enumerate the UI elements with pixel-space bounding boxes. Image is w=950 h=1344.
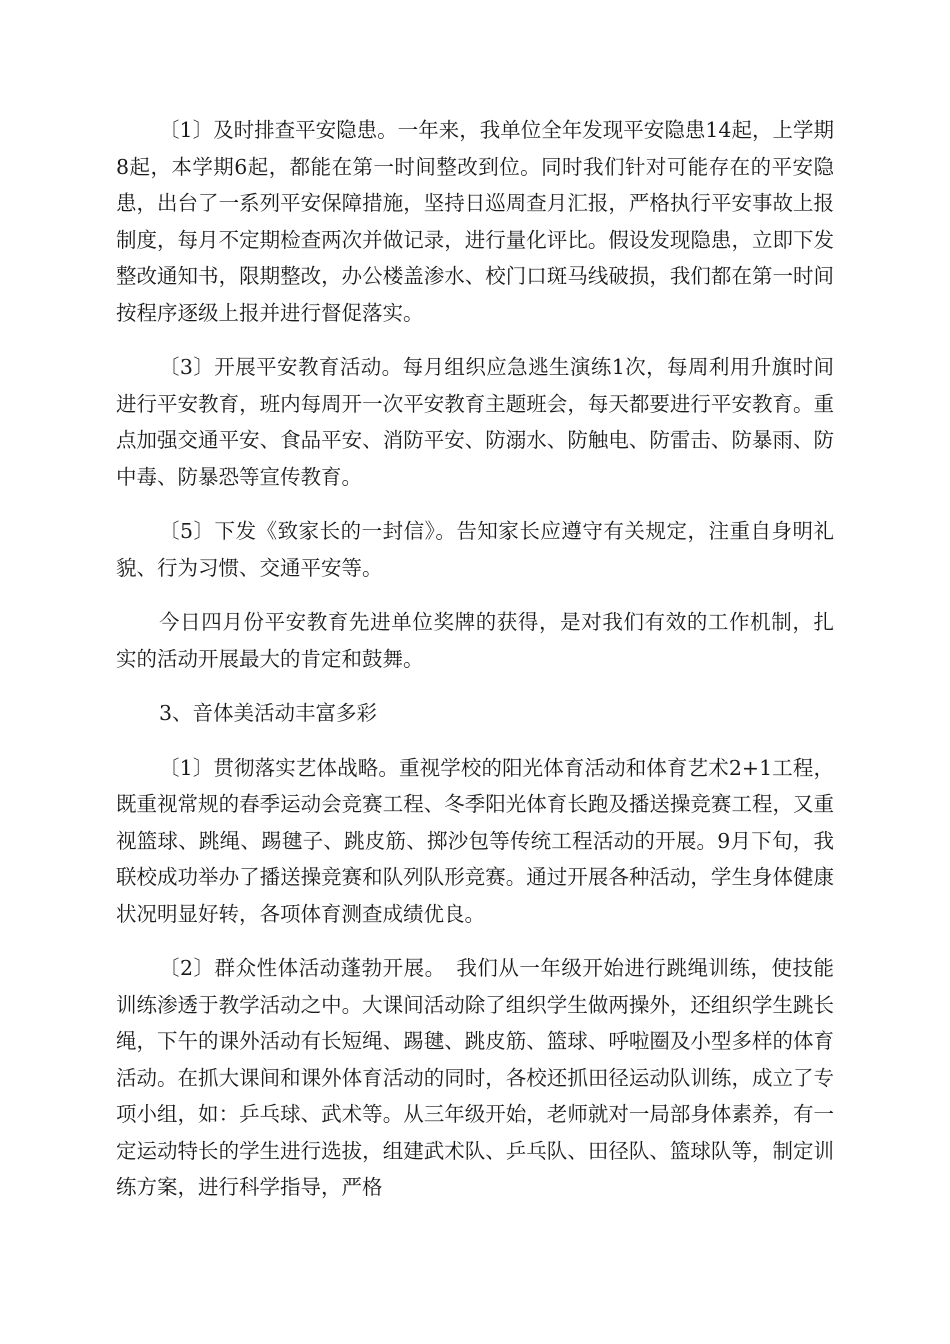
document-body: [116, 112, 834, 1224]
paragraph-parent-letter: 〔5〕下发《致家长的一封信》。告知家长应遵守有关规定，注重自身明礼貌、行为习惯、交通平安等。: [116, 519, 834, 580]
paragraph-mass-sports: 〔2〕群众性体活动蓬勃开展。 我们从一年级开始进行跳绳训练，使技能训练渗透于教学活动之中。大课间活动除了组织学生做两操外，还组织学生跳长绳，下午的课外活动有长短绳、踢毽、跳皮筋、篮球、呼啦圈及小型多样的体育活动。在抓大课间和课外体育活动的同时，各校还抓田径运动队训练，成立了专项小组，如：乒乓球、武术等。从三年级开始，老师就对一局部身体素养，有一定运动特长的学生进行选拔，组建武术队、乒乓队、田径队、篮球队等，制定训练方案，进行科学指导，严格: [116, 956, 834, 1199]
paragraph-safety-education: 〔3〕开展平安教育活动。每月组织应急逃生演练1次，每周利用升旗时间进行平安教育，班内每周开一次平安教育主题班会，每天都要进行平安教育。重点加强交通平安、食品平安、消防平安、防溺水、防触电、防雷击、防暴雨、防中毒、防暴恐等宣传教育。: [116, 355, 834, 489]
paragraph-arts-strategy: 〔1〕贯彻落实艺体战略。重视学校的阳光体育活动和体育艺术2+1工程，既重视常规的春季运动会竞赛工程、冬季阳光体育长跑及播送操竞赛工程，又重视篮球、跳绳、踢毽子、跳皮筋、掷沙包等传统工程活动的开展。9月下旬，我联校成功举办了播送操竞赛和队列队形竞赛。通过开展各种活动，学生身体健康状况明显好转，各项体育测查成绩优良。: [116, 755, 834, 926]
section-heading-arts-sports: 3、音体美活动丰富多彩: [159, 701, 378, 725]
paragraph-hazard-inspection: 〔1〕及时排查平安隐患。一年来，我单位全年发现平安隐患14起，上学期8起，本学期6起，都能在第一时间整改到位。同时我们针对可能存在的平安隐患，出台了一系列平安保障措施，坚持日巡周查月汇报，严格执行平安事故上报制度，每月不定期检查两次并做记录，进行量化评比。假设发现隐患，立即下发整改通知书，限期整改，办公楼盖渗水、校门口斑马线破损，我们都在第一时间按程序逐级上报并进行督促落实。: [116, 118, 834, 325]
paragraph-award: 今日四月份平安教育先进单位奖牌的获得，是对我们有效的工作机制，扎实的活动开展最大的肯定和鼓舞。: [116, 610, 834, 671]
